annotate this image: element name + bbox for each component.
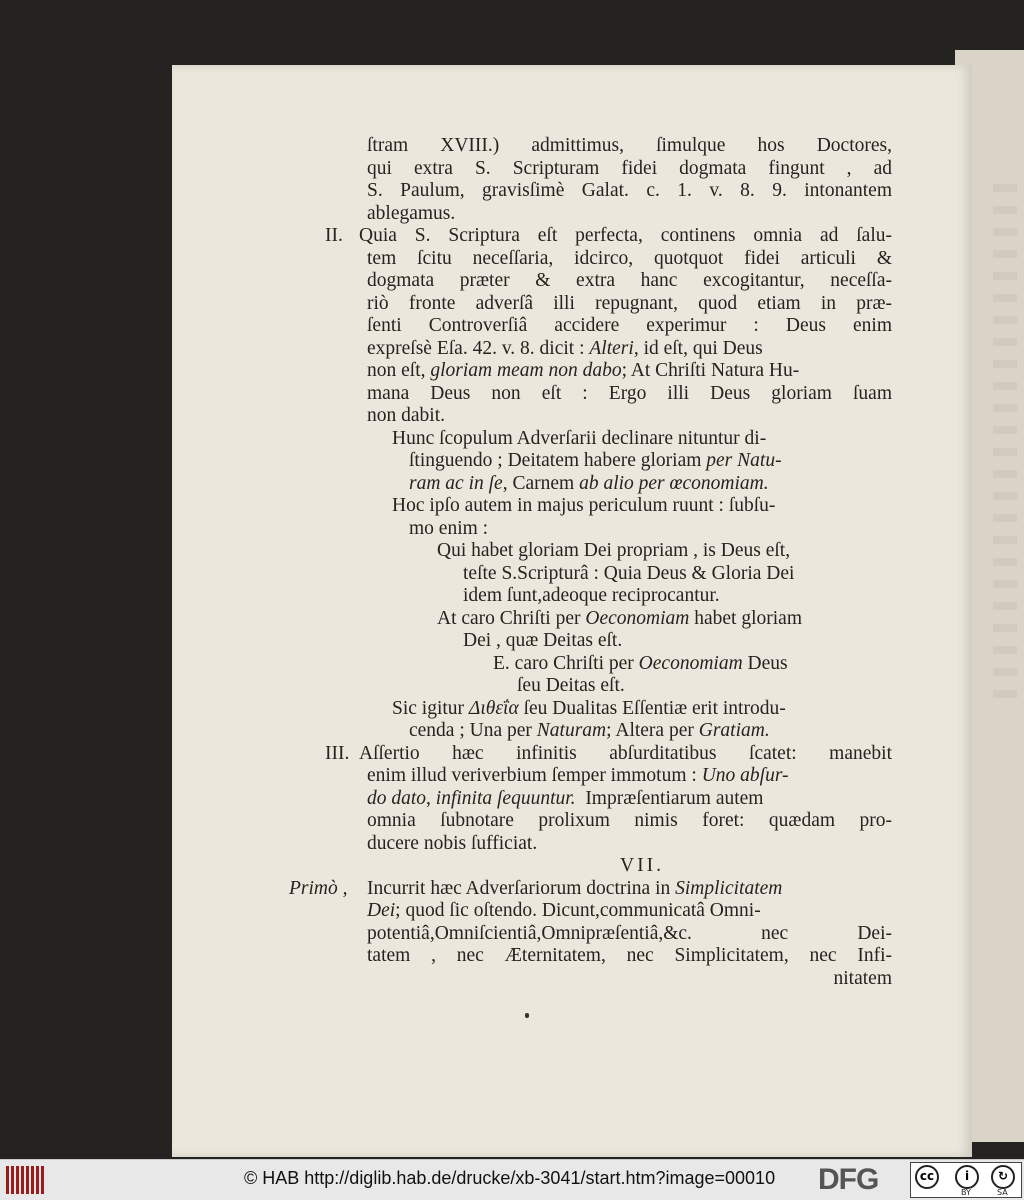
text-line: S. Paulum, gravisſimè Galat. c. 1. v. 8. 9. intonantem	[367, 180, 892, 201]
text-line: Dei , quæ Deitas eſt.	[463, 630, 623, 651]
text-line: teſte S.Scripturâ : Quia Deus & Gloria Dei	[463, 562, 795, 584]
text-line: III. Aſſertio hæc infinitis abſurditatibus ſcatet: manebit	[325, 742, 892, 764]
text-line: At caro Chriſti per Oeconomiam habet gloriam	[437, 607, 802, 629]
margin-note: Primò ,	[289, 877, 348, 899]
catchword: nitatem	[833, 967, 892, 989]
text-line: non eſt, gloriam meam non dabo ; At Chriſti Natura Hu-	[367, 360, 800, 381]
by-label: BY	[961, 1188, 971, 1197]
text-line: ſeu Deitas eſt.	[517, 675, 625, 696]
text-line: ſenti Controverſiâ accidere experimur : Deus enim	[367, 315, 892, 336]
text-line: expreſsè Eſa. 42. v. 8. dicit : Alteri , id eſt, qui Deus	[367, 337, 763, 359]
text-line: ram ac in ſe , Carnem ab alio per œconomiam.	[409, 472, 769, 494]
text-line: Sic igitur Διθεΐα ſeu Dualitas Eſſentiæ erit introdu-	[392, 697, 786, 719]
cc-icon: cc	[915, 1165, 939, 1189]
text-line: Hunc ſcopulum Adverſarii declinare nituntur di-	[392, 427, 767, 449]
dfg-logo: DFG	[818, 1163, 879, 1196]
ink-dot	[525, 1013, 529, 1018]
section-heading: VII.	[620, 855, 664, 876]
text-line: Qui habet gloriam Dei propriam , is Deus eſt,	[437, 540, 791, 561]
text-line: tem ſcitu neceſſaria, idcirco, quotquot fidei articuli &	[367, 247, 892, 269]
hab-logo-icon	[6, 1166, 46, 1194]
viewer-footer	[0, 1159, 1024, 1200]
text-line: ſtram XVIII.) admittimus, ſimulque hos Doctores,	[367, 135, 892, 156]
page-text	[289, 135, 892, 990]
text-line: dogmata præter & extra hanc excogitantur, neceſſa-	[367, 270, 892, 291]
text-line: E. caro Chriſti per Oeconomiam Deus	[493, 652, 788, 674]
text-line: tatem , nec Æternitatem, nec Simplicitatem, nec Infi-	[367, 945, 892, 966]
text-line: mo enim :	[409, 517, 489, 539]
text-line: Hoc ipſo autem in majus periculum ruunt : ſubſu-	[392, 495, 776, 516]
text-line: Dei ; quod ſic oſtendo. Dicunt,communicatâ Omni-	[367, 900, 761, 921]
text-line: mana Deus non eſt : Ergo illi Deus gloriam ſuam	[367, 382, 892, 404]
text-line: ſtinguendo ; Deitatem habere gloriam per Natu-	[409, 450, 782, 471]
sa-label: SA	[997, 1188, 1008, 1197]
text-line: potentiâ,Omniſcientiâ,Omnipræſentiâ,&c. nec Dei-	[367, 922, 892, 944]
cc-license-badge[interactable]	[910, 1162, 1022, 1198]
text-line: idem ſunt,adeoque reciprocantur.	[463, 585, 720, 606]
book-page	[172, 65, 972, 1157]
text-line: II. Quia S. Scriptura eſt perfecta, continens omnia ad ſalu-	[325, 225, 892, 246]
text-line: ablegamus.	[367, 202, 456, 224]
sa-icon: ↻	[991, 1165, 1015, 1189]
text-line: riò fronte adverſâ illi repugnant, quod etiam in præ-	[367, 292, 892, 314]
text-line: do dato , infinita ſequuntur. Impræſentiarum autem	[367, 787, 764, 809]
text-line: cenda ; Una per Naturam ; Altera per Gratiam.	[409, 720, 770, 741]
text-line: omnia ſubnotare prolixum nimis foret: quædam pro-	[367, 810, 892, 831]
text-line: non dabit.	[367, 405, 445, 426]
text-line: ducere nobis ſufficiat.	[367, 832, 538, 854]
copyright-link[interactable]: © HAB http://diglib.hab.de/drucke/xb-3041/start.htm?image=00010	[244, 1168, 776, 1188]
text-line: enim illud veriverbium ſemper immotum : Uno abſur-	[367, 765, 789, 786]
text-line: qui extra S. Scripturam fidei dogmata fingunt , ad	[367, 157, 892, 179]
text-line: Primò , Incurrit hæc Adverſariorum doctrina in Simplicitatem	[289, 877, 783, 899]
by-icon: i	[955, 1165, 979, 1189]
